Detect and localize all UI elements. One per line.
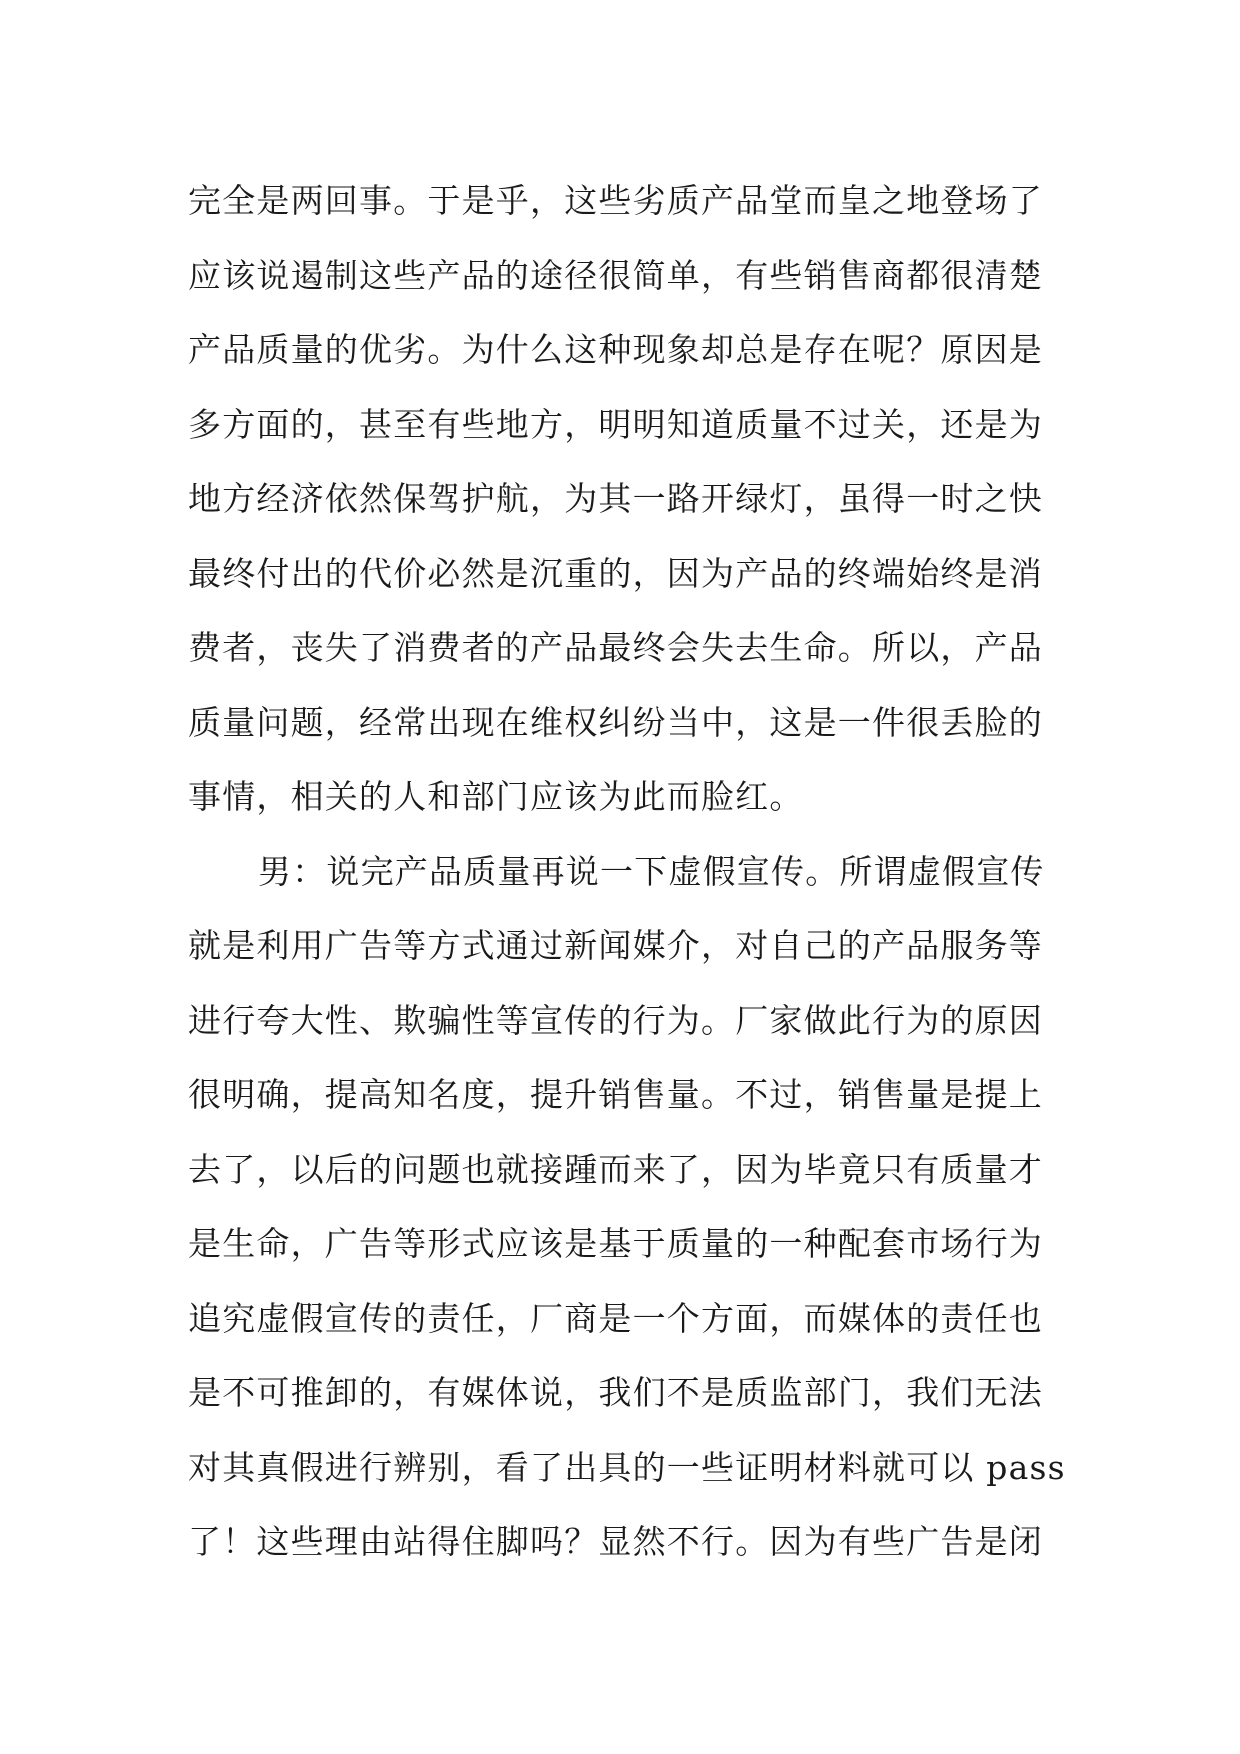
text-line: 多方面的，甚至有些地方，明明知道质量不过关，还是为 [188,404,1043,444]
text-line: 最终付出的代价必然是沉重的，因为产品的终端始终是消 [188,553,1043,593]
text-line: 进行夸大性、欺骗性等宣传的行为。厂家做此行为的原因 [188,1000,1043,1040]
text-line: 去了，以后的问题也就接踵而来了，因为毕竟只有质量才 [188,1149,1043,1189]
text-line: 很明确，提高知名度，提升销售量。不过，销售量是提上 [188,1075,1043,1114]
text-line: 了！这些理由站得住脚吗？显然不行。因为有些广告是闭 [188,1522,1043,1561]
text-line: 地方经济依然保驾护航，为其一路开绿灯，虽得一时之快 [188,479,1043,518]
text-line: 对其真假进行辨别，看了出具的一些证明材料就可以 pass [188,1447,1066,1487]
text-line: 是不可推卸的，有媒体说，我们不是质监部门，我们无法 [188,1373,1043,1412]
text-line: 费者，丧失了消费者的产品最终会失去生命。所以，产品 [188,628,1043,667]
text-line: 完全是两回事。于是乎，这些劣质产品堂而皇之地登场了 [188,181,1043,220]
paragraph-start-line: 男：说完产品质量再说一下虚假宣传。所谓虚假宣传 [258,851,1045,891]
text-line: 追究虚假宣传的责任，厂商是一个方面，而媒体的责任也 [188,1298,1043,1338]
text-line: 应该说遏制这些产品的途径很简单，有些销售商都很清楚 [188,255,1043,295]
text-line: 事情，相关的人和部门应该为此而脸红。 [188,777,804,816]
text-line: 产品质量的优劣。为什么这种现象却总是存在呢？原因是 [188,330,1043,369]
text-line: 质量问题，经常出现在维权纠纷当中，这是一件很丢脸的 [188,702,1043,742]
text-line: 就是利用广告等方式通过新闻媒介，对自己的产品服务等 [188,926,1043,965]
document-body [188,164,1066,1580]
text-line: 是生命，广告等形式应该是基于质量的一种配套市场行为 [188,1224,1043,1263]
